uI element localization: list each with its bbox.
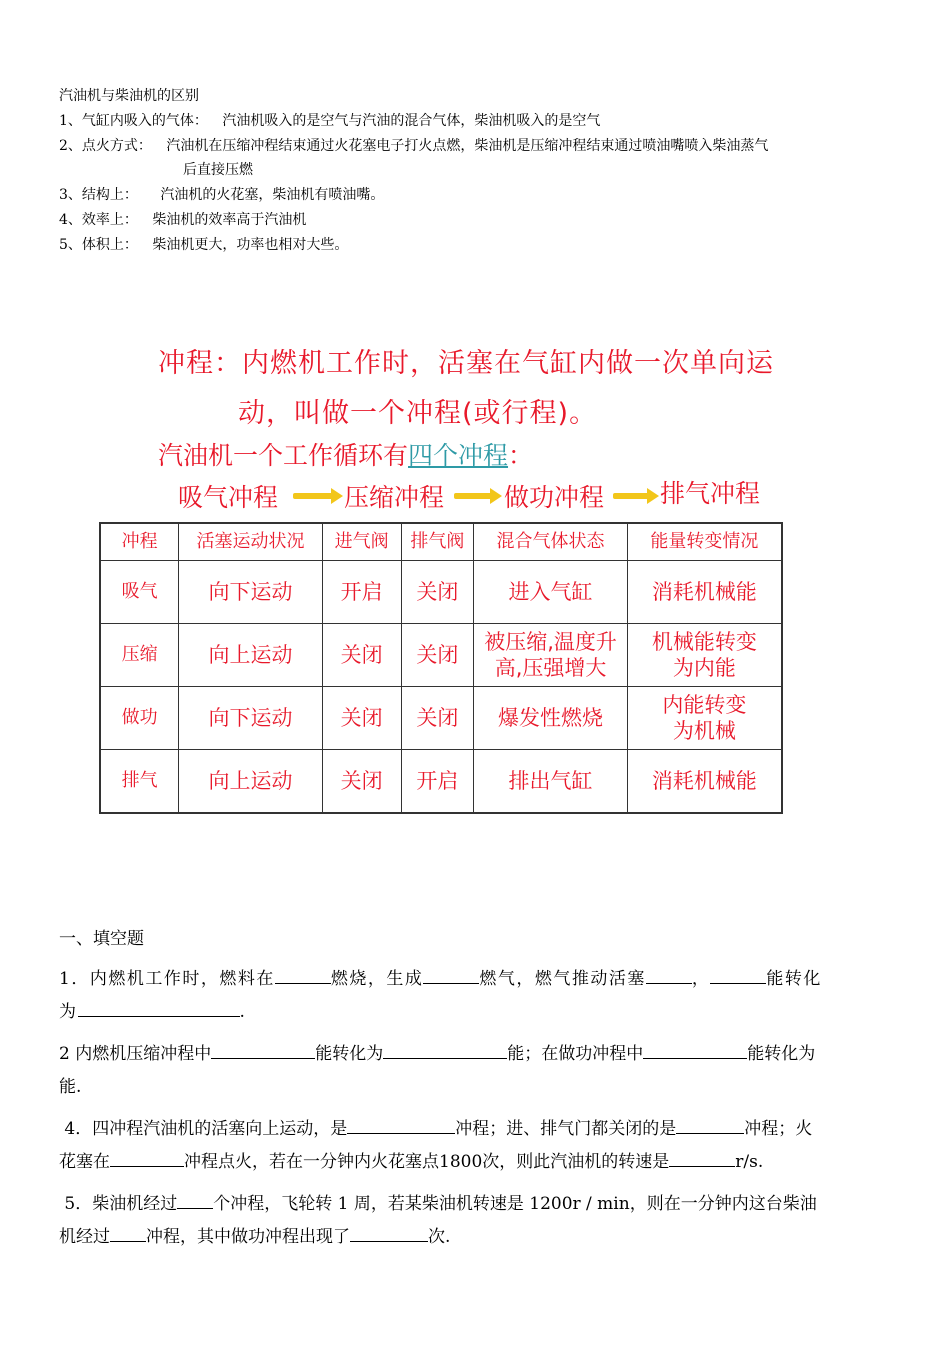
stroke-comparison-table <box>99 522 783 814</box>
table-cell: 关闭 <box>401 687 474 750</box>
table-cell: 向下运动 <box>179 687 323 750</box>
table-cell: 向下运动 <box>179 561 323 624</box>
note-item-2-cont: 后直接压燃 <box>183 162 253 178</box>
table-header-cell: 活塞运动状况 <box>179 523 323 561</box>
table-cell: 机械能转变为内能 <box>627 624 782 687</box>
table-cell: 排气 <box>100 750 179 814</box>
answer-blank[interactable] <box>646 965 692 984</box>
arrow-1 <box>293 493 333 499</box>
notes-title: 汽油机与柴油机的区别 <box>59 88 199 104</box>
table-cell: 向上运动 <box>179 750 323 814</box>
answer-blank[interactable] <box>177 1190 213 1209</box>
note-item-5: 5、体积上： 柴油机更大，功率也相对大些。 <box>59 237 349 253</box>
table-cell: 做功 <box>100 687 179 750</box>
table-cell: 消耗机械能 <box>627 561 782 624</box>
arrow-2 <box>454 493 492 499</box>
answer-blank[interactable] <box>211 1040 315 1059</box>
note-item-4: 4、效率上： 柴油机的效率高于汽油机 <box>59 212 307 228</box>
stroke-intake: 吸气冲程 <box>178 483 279 512</box>
table-row <box>100 687 782 750</box>
table-header-cell: 冲程 <box>100 523 179 561</box>
stroke-exhaust: 排气冲程 <box>660 479 761 508</box>
answer-blank[interactable] <box>710 965 766 984</box>
section-title: 一、填空题 <box>59 929 144 949</box>
stroke-power: 做功冲程 <box>504 483 605 512</box>
table-row <box>100 624 782 687</box>
table-cell: 开启 <box>322 561 401 624</box>
table-header-cell: 混合气体状态 <box>474 523 628 561</box>
table-header-cell: 排气阀 <box>401 523 474 561</box>
table-cell: 开启 <box>401 750 474 814</box>
table-header-cell: 能量转变情况 <box>627 523 782 561</box>
answer-blank[interactable] <box>110 1148 184 1167</box>
table-header-row <box>100 523 782 561</box>
four-strokes-link[interactable]: 四个冲程 <box>408 441 509 470</box>
question-5: 5．柴油机经过 个冲程，飞轮转 1 周，若某柴油机转速是 1200r / min，则在一分钟内这台柴油 机经过 冲程，其中做功冲程出现了 次. <box>59 1188 891 1254</box>
table-row <box>100 750 782 814</box>
answer-blank[interactable] <box>275 965 331 984</box>
table-cell: 被压缩,温度升高,压强增大 <box>474 624 628 687</box>
answer-blank[interactable] <box>423 965 479 984</box>
table-cell: 关闭 <box>322 750 401 814</box>
table-cell: 关闭 <box>322 624 401 687</box>
note-item-3: 3、结构上： 汽油机的火花塞，柴油机有喷油嘴。 <box>59 187 385 203</box>
table-cell: 向上运动 <box>179 624 323 687</box>
arrow-3 <box>613 493 649 499</box>
table-row <box>100 561 782 624</box>
table-cell: 压缩 <box>100 624 179 687</box>
table-cell: 内能转变为机械 <box>627 687 782 750</box>
answer-blank[interactable] <box>110 1223 146 1242</box>
answer-blank[interactable] <box>350 1223 428 1242</box>
table-cell: 爆发性燃烧 <box>474 687 628 750</box>
table-header-cell: 进气阀 <box>322 523 401 561</box>
question-4: 4．四冲程汽油机的活塞向上运动，是 冲程；进、排气门都关闭的是 冲程；火 花塞在 冲程点火，若在一分钟内火花塞点1800次，则此汽油机的转速是 r/s. <box>59 1113 891 1179</box>
table-cell: 进入气缸 <box>474 561 628 624</box>
table-cell: 关闭 <box>322 687 401 750</box>
stroke-definition-line2: 动，叫做一个冲程(或行程)。 <box>238 398 598 429</box>
question-2: 2 内燃机压缩冲程中 能转化为 能；在做功冲程中 能转化为 能. <box>59 1038 891 1104</box>
table-cell: 关闭 <box>401 561 474 624</box>
note-item-2: 2、点火方式： 汽油机在压缩冲程结束通过火花塞电子打火点燃，柴油机是压缩冲程结束通过喷油嘴喷入柴油蒸气 <box>59 138 769 154</box>
answer-blank[interactable] <box>643 1040 747 1059</box>
table-cell: 消耗机械能 <box>627 750 782 814</box>
answer-blank[interactable] <box>676 1115 744 1134</box>
stroke-definition-line1: 冲程：内燃机工作时，活塞在气缸内做一次单向运 <box>158 348 774 379</box>
stroke-compression: 压缩冲程 <box>344 483 445 512</box>
table-cell: 排出气缸 <box>474 750 628 814</box>
answer-blank[interactable] <box>347 1115 455 1134</box>
answer-blank[interactable] <box>383 1040 507 1059</box>
table-cell: 关闭 <box>401 624 474 687</box>
note-item-1: 1、气缸内吸入的气体： 汽油机吸入的是空气与汽油的混合气体，柴油机吸入的是空气 <box>59 113 601 129</box>
cycle-line: 汽油机一个工作循环有四个冲程： <box>158 441 534 470</box>
answer-blank[interactable] <box>78 998 240 1017</box>
answer-blank[interactable] <box>669 1148 735 1167</box>
question-1: 1．内燃机工作时，燃料在 燃烧，生成 燃气，燃气推动活塞 ， 能转化 为 . <box>59 963 891 1029</box>
table-cell: 吸气 <box>100 561 179 624</box>
